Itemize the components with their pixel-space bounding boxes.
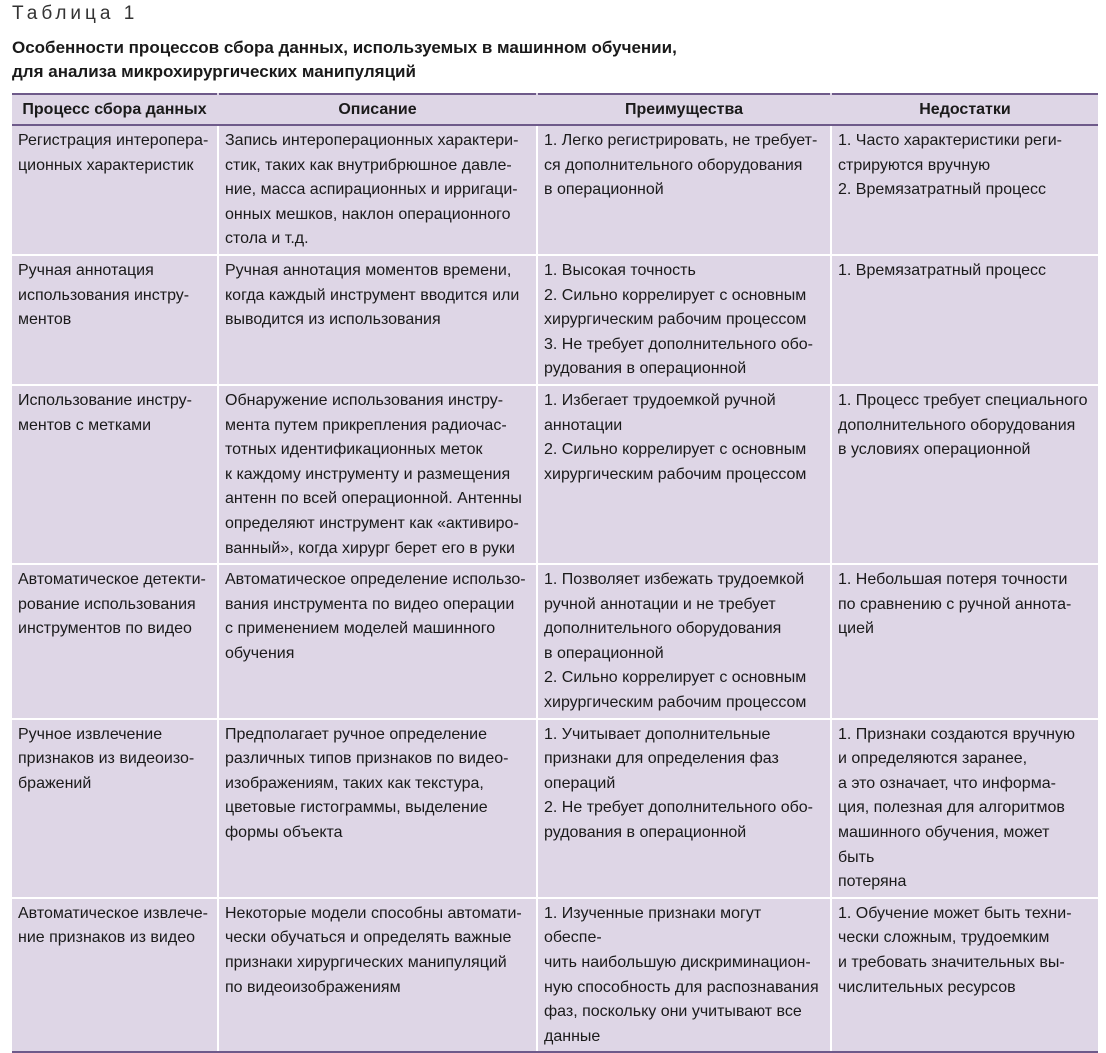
table-row	[12, 255, 1098, 385]
cell-disadvantages: 1. Времязатратный процесс	[831, 255, 1098, 385]
cell-process: Использование инстру- ментов с метками	[12, 385, 218, 564]
table-title	[12, 36, 1092, 84]
cell-description: Обнаружение использования инстру- мента путем прикрепления радиочас- тотных идентификационных меток к каждому инструменту и размещения антенн по всей операционной. Антенны определяют инструмент как «активиро- ванный», когда хирург берет его в руки	[218, 385, 537, 564]
cell-disadvantages: 1. Часто характеристики реги- стрируются вручную 2. Времязатратный процесс	[831, 125, 1098, 255]
cell-advantages: 1. Изученные признаки могут обеспе- чить наибольшую дискриминацион- ную способность для распознавания фаз, поскольку они учитывают все данные	[537, 898, 831, 1052]
data-table	[12, 93, 1098, 1051]
cell-advantages: 1. Легко регистрировать, не требует- ся дополнительного оборудования в операционной	[537, 125, 831, 255]
cell-advantages: 1. Высокая точность 2. Сильно коррелирует с основным хирургическим рабочим процессом 3. Не требует дополнительного обо- рудования в операционной	[537, 255, 831, 385]
table-title-line-1: Особенности процессов сбора данных, используемых в машинном обучении,	[12, 38, 677, 57]
cell-process: Ручное извлечение признаков из видеоизо- бражений	[12, 719, 218, 898]
cell-advantages: 1. Позволяет избежать трудоемкой ручной аннотации и не требует дополнительного оборудования в операционной 2. Сильно коррелирует с основным хирургическим рабочим процессом	[537, 564, 831, 719]
cell-process: Регистрация интеропера- ционных характеристик	[12, 125, 218, 255]
table-row	[12, 564, 1098, 719]
cell-description: Автоматическое определение использо- вания инструмента по видео операции с применением моделей машинного обучения	[218, 564, 537, 719]
cell-advantages: 1. Избегает трудоемкой ручной аннотации 2. Сильно коррелирует с основным хирургическим рабочим процессом	[537, 385, 831, 564]
table-title-line-2: для анализа микрохирургических манипуляций	[12, 62, 416, 81]
cell-description: Некоторые модели способны автомати- чески обучаться и определять важные признаки хирургических манипуляций по видеоизображениям	[218, 898, 537, 1052]
cell-process: Автоматическое детекти- рование использования инструментов по видео	[12, 564, 218, 719]
table-row	[12, 385, 1098, 564]
cell-advantages: 1. Учитывает дополнительные признаки для определения фаз операций 2. Не требует дополнительного обо- рудования в операционной	[537, 719, 831, 898]
table-header-row	[12, 94, 1098, 125]
header-description: Описание	[218, 94, 537, 125]
cell-process: Автоматическое извлече- ние признаков из видео	[12, 898, 218, 1052]
header-advantages: Преимущества	[537, 94, 831, 125]
cell-description: Запись интероперационных характери- стик, таких как внутрибрюшное давле- ние, масса аспирационных и ирригаци- онных мешков, наклон операционного стола и т.д.	[218, 125, 537, 255]
cell-disadvantages: 1. Небольшая потеря точности по сравнению с ручной аннота- цией	[831, 564, 1098, 719]
cell-disadvantages: 1. Признаки создаются вручную и определяются заранее, а это означает, что информа- ция, полезная для алгоритмов машинного обучения, может быть потеряна	[831, 719, 1098, 898]
header-disadvantages: Недостатки	[831, 94, 1098, 125]
cell-process: Ручная аннотация использования инстру- ментов	[12, 255, 218, 385]
cell-description: Ручная аннотация моментов времени, когда каждый инструмент вводится или выводится из использования	[218, 255, 537, 385]
cell-disadvantages: 1. Обучение может быть техни- чески сложным, трудоемким и требовать значительных вы- числительных ресурсов	[831, 898, 1098, 1052]
cell-description: Предполагает ручное определение различных типов признаков по видео- изображениям, таких как текстура, цветовые гистограммы, выделение формы объекта	[218, 719, 537, 898]
table-row	[12, 898, 1098, 1052]
cell-disadvantages: 1. Процесс требует специального дополнительного оборудования в условиях операционной	[831, 385, 1098, 564]
header-process: Процесс сбора данных	[12, 94, 218, 125]
table-row	[12, 719, 1098, 898]
table-row	[12, 125, 1098, 255]
table-label: Таблица 1	[12, 3, 139, 24]
